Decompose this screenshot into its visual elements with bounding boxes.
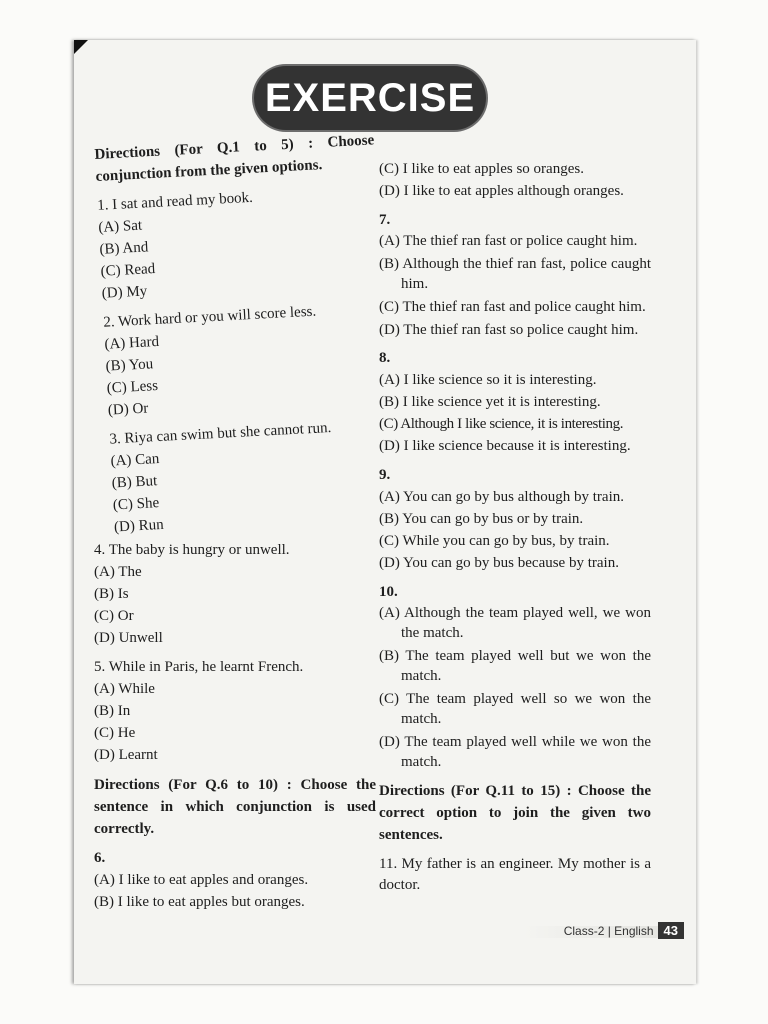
question-7: [379, 210, 651, 340]
question-5-text: 5. While in Paris, he learnt French.: [94, 659, 304, 675]
option-8d: (D) I like science because it is interesting.: [379, 438, 631, 454]
option-9c: (C) While you can go by bus, by train.: [379, 533, 610, 549]
question-5: [94, 657, 376, 766]
option-8a: (A) I like science so it is interesting.: [379, 372, 597, 388]
question-10-number: 10.: [379, 584, 398, 600]
question-8: [379, 348, 651, 457]
worksheet-page: [74, 40, 696, 984]
option-10c: (C) The team played well so we won the match.: [379, 691, 651, 727]
left-column-upper: [94, 129, 395, 546]
option-6a: (A) I like to eat apples and oranges.: [94, 872, 309, 888]
question-6: [94, 848, 376, 913]
option-9b: (B) You can go by bus or by train.: [379, 511, 584, 527]
option-10a: (A) Although the team played well, we won the match.: [379, 605, 651, 641]
option-1d: (D) My: [101, 283, 148, 302]
option-5c: (C) He: [94, 725, 136, 741]
option-4b: (B) Is: [94, 586, 129, 602]
question-1: [97, 181, 382, 305]
option-1c: (C) Read: [100, 260, 156, 280]
directions-q6-10: Directions (For Q.6 to 10) : Choose the sentence in which conjunction is used correctly.: [94, 777, 376, 837]
question-4: [94, 540, 376, 649]
option-3b: (B) But: [111, 473, 158, 492]
question-2: [103, 298, 388, 422]
option-5b: (B) In: [94, 703, 131, 719]
banner-title: EXERCISE: [264, 75, 476, 120]
option-2b: (B) You: [105, 356, 154, 375]
question-9: [379, 465, 651, 574]
option-7a: (A) The thief ran fast or police caught him.: [379, 233, 638, 249]
option-8b: (B) I like science yet it is interesting.: [379, 394, 601, 410]
directions-q1-5: Directions (For Q.1 to 5) : Choose conjunction from the given options.: [94, 132, 375, 185]
option-7d: (D) The thief ran fast so police caught him.: [379, 322, 639, 338]
option-4a: (A) The: [94, 564, 142, 580]
option-3d: (D) Run: [113, 516, 165, 536]
option-4d: (D) Unwell: [94, 630, 163, 646]
option-3c: (C) She: [112, 495, 160, 514]
page-number: 43: [658, 922, 684, 939]
question-9-number: 9.: [379, 467, 391, 483]
option-9d: (D) You can go by bus because by train.: [379, 555, 619, 571]
question-4-text: 4. The baby is hungry or unwell.: [94, 542, 290, 558]
option-4c: (C) Or: [94, 608, 134, 624]
page-corner-mark: [74, 40, 88, 54]
right-column: [379, 158, 651, 896]
directions-q11-15: Directions (For Q.11 to 15) : Choose the correct option to join the given two sentences.: [379, 783, 651, 843]
question-6-number: 6.: [94, 850, 106, 866]
option-2c: (C) Less: [106, 377, 159, 397]
question-3: [109, 415, 394, 539]
footer-label: Class-2 | English: [563, 923, 654, 938]
option-5d: (D) Learnt: [94, 747, 158, 763]
option-10d: (D) The team played well while we won the match.: [379, 734, 651, 770]
question-1-text: 1. I sat and read my book.: [96, 189, 254, 214]
question-7-number: 7.: [379, 212, 391, 228]
option-6b: (B) I like to eat apples but oranges.: [94, 894, 305, 910]
page-footer: [564, 922, 684, 939]
option-6d: (D) I like to eat apples although oranges.: [379, 183, 624, 199]
question-11-text: 11. My father is an engineer. My mother is a doctor.: [379, 856, 651, 893]
option-10b: (B) The team played well but we won the match.: [379, 648, 651, 684]
question-3-text: 3. Riya can swim but she cannot run.: [109, 419, 332, 448]
option-5a: (A) While: [94, 681, 155, 697]
question-2-text: 2. Work hard or you will score less.: [102, 303, 317, 331]
option-1a: (A) Sat: [97, 217, 143, 236]
question-10: [379, 582, 651, 772]
option-9a: (A) You can go by bus although by train.: [379, 489, 624, 505]
option-2a: (A) Hard: [104, 333, 160, 353]
exercise-banner: [254, 66, 486, 130]
option-1b: (B) And: [99, 239, 149, 258]
question-8-number: 8.: [379, 350, 391, 366]
option-7b: (B) Although the thief ran fast, police caught him.: [379, 256, 651, 292]
option-2d: (D) Or: [107, 400, 149, 419]
option-8c: (C) Although I like science, it is interesting.: [379, 416, 624, 432]
option-6c: (C) I like to eat apples so oranges.: [379, 161, 584, 177]
question-6-continued: [379, 158, 651, 202]
option-3a: (A) Can: [110, 451, 160, 470]
left-column-lower: [94, 542, 376, 921]
option-7c: (C) The thief ran fast and police caught him.: [379, 299, 646, 315]
